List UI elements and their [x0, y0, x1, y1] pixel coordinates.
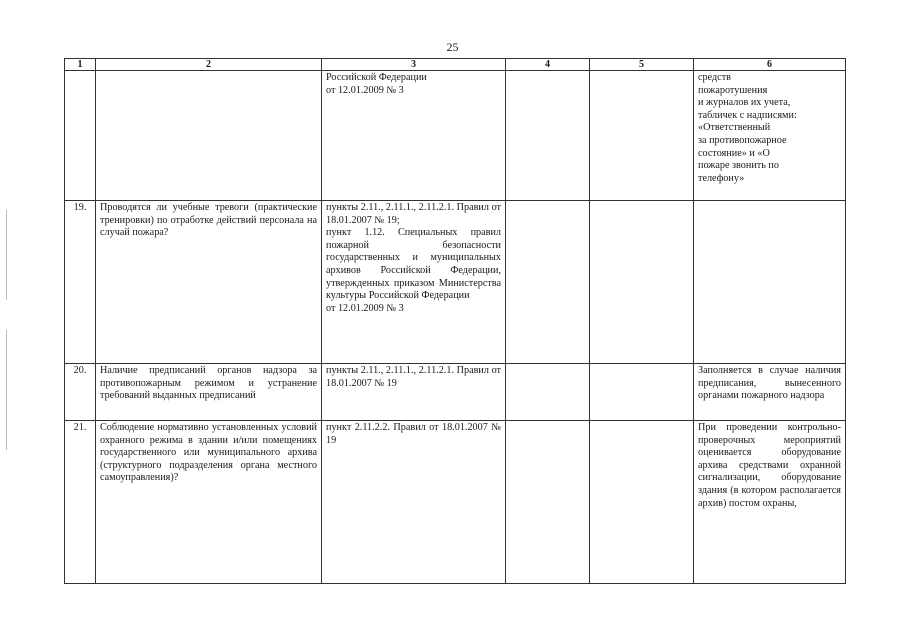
table-row — [65, 201, 846, 364]
question-cell: Проводятся ли учебные тревоги (практические тренировки) по отработке действий персонала на случай пожара? — [96, 201, 322, 364]
table-row — [65, 421, 846, 584]
note-cell — [694, 201, 846, 364]
page-number: 25 — [446, 40, 459, 54]
empty-cell — [590, 364, 694, 421]
question-cell: Наличие предписаний органов надзора за противопожарным режимом и устранение требований выданных предписаний — [96, 364, 322, 421]
note-cell: Заполняется в случае наличия предписания, вынесенного органами пожарного надзора — [694, 364, 846, 421]
reference-cell: пункт 2.11.2.2. Правил от 18.01.2007 № 19 — [322, 421, 506, 584]
row-number: 19. — [65, 201, 96, 364]
column-number-3: 3 — [322, 59, 506, 71]
row-number — [65, 71, 96, 201]
column-number-6: 6 — [694, 59, 846, 71]
column-number-5: 5 — [590, 59, 694, 71]
reference-cell: Российской Федерации от 12.01.2009 № 3 — [322, 71, 506, 201]
empty-cell — [590, 201, 694, 364]
scan-edge-mark — [6, 210, 7, 300]
note-cell: При проведении контрольно-проверочных мероприятий оценивается оборудование архива средствами охранной сигнализации, оборудование здания (в котором располагается архив) постом охраны, — [694, 421, 846, 584]
column-number-1: 1 — [65, 59, 96, 71]
table-row — [65, 71, 846, 201]
empty-cell — [590, 421, 694, 584]
empty-cell — [506, 421, 590, 584]
column-number-row — [65, 59, 846, 71]
empty-cell — [590, 71, 694, 201]
column-number-4: 4 — [506, 59, 590, 71]
reference-cell: пункты 2.11., 2.11.1., 2.11.2.1. Правил от 18.01.2007 № 19; пункт 1.12. Специальных правил пожарной безопасности государственных и муниципальных архивов Российской Федерации, утвержденных приказом Министерства культуры Российской Федерации от 12.01.2009 № 3 — [322, 201, 506, 364]
question-cell: Соблюдение нормативно установленных условий охранного режима в здании и/или помещениях государственного или муниципального архива (структурного подразделения органа местного самоуправления)? — [96, 421, 322, 584]
empty-cell — [506, 364, 590, 421]
reference-cell: пункты 2.11., 2.11.1., 2.11.2.1. Правил от 18.01.2007 № 19 — [322, 364, 506, 421]
empty-cell — [506, 71, 590, 201]
question-cell — [96, 71, 322, 201]
row-number: 20. — [65, 364, 96, 421]
checklist-table — [64, 58, 846, 584]
column-number-2: 2 — [96, 59, 322, 71]
scan-edge-mark — [6, 330, 7, 450]
note-cell: средств пожаротушения и журналов их учета, табличек с надписями: «Ответственный за противопожарное состояние» и «О пожаре звонить по телефону» — [694, 71, 846, 201]
empty-cell — [506, 201, 590, 364]
table-row — [65, 364, 846, 421]
row-number: 21. — [65, 421, 96, 584]
